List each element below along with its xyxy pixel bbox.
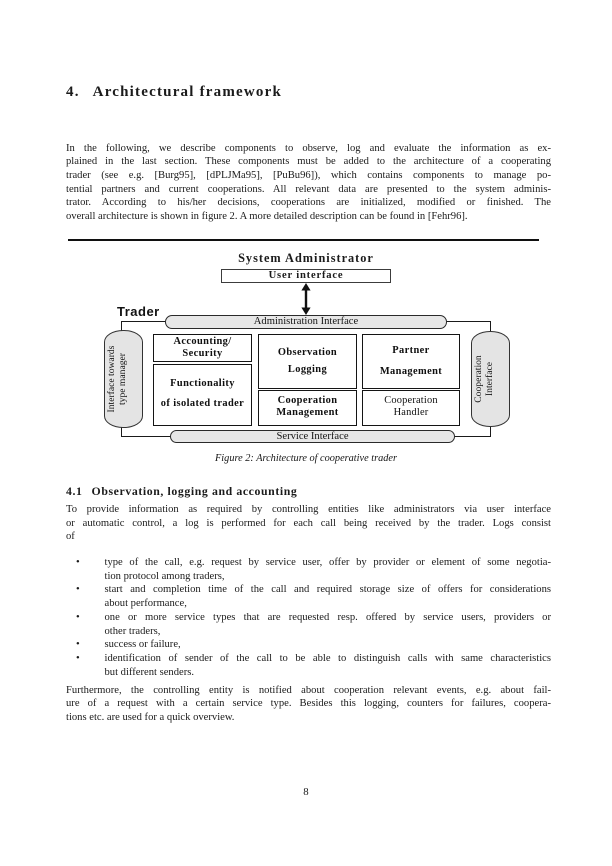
system-administrator-label: System Administrator	[238, 251, 374, 265]
box-label-line: Cooperation	[384, 395, 438, 406]
intro-paragraph	[66, 142, 551, 224]
text-line: type of the call, e.g. request by service user, offer by provider or element of some negotia-	[104, 557, 551, 568]
bullet-icon: •	[76, 639, 80, 651]
box-label-line: Cooperation	[277, 395, 338, 406]
list-item	[66, 556, 551, 583]
cylinder-label-line: Interface towards	[105, 345, 117, 413]
list-item	[66, 652, 551, 679]
bullet-icon: •	[76, 584, 80, 596]
trader-label: Trader	[117, 304, 160, 319]
connector-line	[453, 436, 491, 437]
text-line: plained in the last section. These components must be added to the architecture of a cooperating	[66, 156, 551, 168]
box-label-line: Observation	[277, 347, 338, 358]
text-line: trader (see e.g. [Burg95], [dPLJMa95], [PuBu96]), which contains components to manage po-	[66, 169, 551, 181]
box-label-line: Functionality	[170, 377, 235, 389]
cooperation-handler-box	[362, 390, 460, 426]
user-interface-box: User interface	[221, 269, 391, 283]
cylinder-label-line: Interface	[483, 361, 495, 397]
box-label-line: Handler	[393, 406, 429, 418]
bullet-icon: •	[76, 652, 80, 664]
figure-top-rule	[68, 239, 539, 241]
type-manager-interface-cylinder	[104, 330, 143, 428]
box-label-line: Partner	[392, 345, 430, 356]
text-line: tential partners and current cooperations. All relevant data are presented to the system adminis-	[66, 183, 551, 195]
cylinder-label	[106, 331, 142, 427]
bullet-icon: •	[76, 611, 80, 623]
subsection-number: 4.1	[66, 484, 83, 498]
box-label-line: Logging	[287, 363, 328, 375]
text-line: In the following, we describe components to observe, log and evaluate the information as ex-	[66, 142, 551, 154]
cooperation-management-box	[258, 390, 357, 426]
partner-management-box	[362, 334, 460, 389]
subsection-title: Observation, logging and accounting	[91, 484, 298, 498]
text-line: tion protocol among traders,	[104, 570, 225, 582]
text-line: of	[66, 531, 75, 543]
observation-logging-box	[258, 334, 357, 389]
page-number: 8	[303, 786, 309, 798]
text-line: success or failure,	[104, 639, 181, 651]
box-label-line: of isolated trader	[160, 398, 245, 409]
logging-paragraph	[66, 503, 551, 544]
cylinder-label-line: type manager	[116, 353, 128, 405]
list-item	[66, 583, 551, 610]
text-line: identification of sender of the call to be able to distinguish calls with same characteristics	[104, 652, 551, 664]
connector-line	[121, 436, 172, 437]
section-number: 4.	[66, 84, 80, 100]
cylinder-label-line: Cooperation	[472, 355, 484, 403]
text-line: ure of a request with a certain service type. Besides this logging, counters for failures, coopera-	[66, 698, 551, 710]
text-line: about performance,	[104, 598, 187, 610]
bullet-icon: •	[76, 557, 80, 568]
text-line: To provide information as required by controlling entities like administrators via user interface	[66, 504, 551, 515]
figure-caption: Figure 2: Architecture of cooperative trader	[215, 452, 397, 464]
text-line: start and completion time of the call and required storage size of offers for considerations	[104, 584, 551, 596]
administration-interface-pill: Administration Interface	[165, 315, 447, 329]
cylinder-label	[473, 331, 509, 427]
text-line: but different senders.	[104, 666, 195, 678]
text-line: one or more service types that are requested resp. offered by service users, providers or	[104, 611, 551, 623]
log-contents-list	[66, 556, 551, 679]
connector-line	[121, 321, 167, 322]
box-label-line: Security	[182, 348, 223, 360]
accounting-security-box	[153, 334, 252, 362]
connector-line	[445, 321, 491, 322]
subsection-heading	[66, 484, 297, 499]
section-title: Architectural framework	[92, 84, 283, 100]
box-label-line: Accounting/	[173, 336, 232, 347]
text-line: overall architecture is shown in figure 2. A more detailed description can be found in [Fehr96].	[66, 211, 468, 223]
bidirectional-arrow-icon	[298, 283, 314, 315]
cooperation-interface-cylinder	[471, 331, 510, 427]
list-item	[66, 611, 551, 638]
closing-paragraph	[66, 684, 551, 725]
text-line: trator. According to his/her decisions, cooperations are initialized, modified or finished. The	[66, 197, 551, 209]
text-line: or automatic control, a log is performed for each call being received by the trader. Logs consist	[66, 517, 551, 529]
box-label-line: Management	[379, 365, 443, 377]
text-line: tions etc. are used for a quick overview.	[66, 711, 235, 723]
box-label-line: Management	[276, 406, 339, 418]
service-interface-pill: Service Interface	[170, 430, 455, 444]
section-heading	[66, 84, 282, 101]
list-item	[66, 638, 551, 652]
text-line: other traders,	[104, 625, 161, 637]
text-line: Furthermore, the controlling entity is notified about cooperation relevant events, e.g. about fail-	[66, 684, 551, 696]
functionality-box	[153, 364, 252, 426]
